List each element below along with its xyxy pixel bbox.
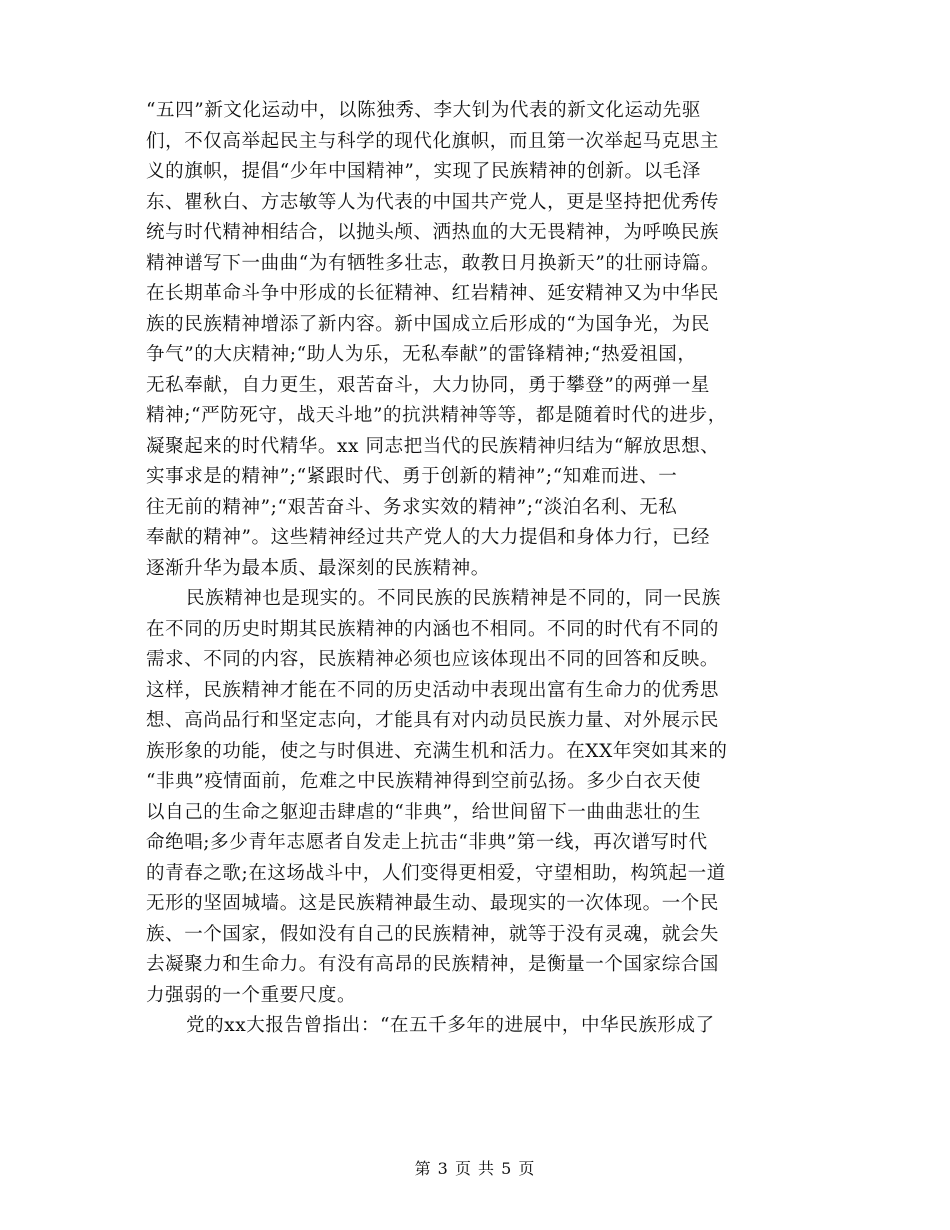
text-line: 凝聚起来的时代精华。xx 同志把当代的民族精神归结为“解放思想、 <box>146 435 720 457</box>
text-line: 这样，民族精神才能在不同的历史活动中表现出富有生命力的优秀思 <box>146 679 720 701</box>
text-line: 争气”的大庆精神;“助人为乐，无私奉献”的雷锋精神;“热爱祖国， <box>146 344 697 365</box>
paragraph-first-line: 民族精神也是现实的。不同民族的民族精神是不同的，同一民族 <box>186 588 721 609</box>
text-line: 命绝唱;多少青年志愿者自发走上抗击“非典”第一线，再次谱写时代 <box>146 832 708 853</box>
page-number-footer: 第 3 页 共 5 页 <box>414 1159 536 1178</box>
text-line: “五四”新文化运动中，以陈独秀、李大钊为代表的新文化运动先驱 <box>146 100 701 121</box>
text-line: 统与时代精神相结合，以抛头颅、洒热血的大无畏精神，为呼唤民族 <box>146 222 720 243</box>
text-line: 在长期革命斗争中形成的长征精神、红岩精神、延安精神又为中华民 <box>146 283 720 304</box>
text-line: 以自己的生命之躯迎击肆虐的“非典”，给世间留下一曲曲悲壮的生 <box>146 801 701 823</box>
text-line: 族的民族精神增添了新内容。新中国成立后形成的“为国争光，为民 <box>146 313 710 335</box>
text-line: 族、一个国家，假如没有自己的民族精神，就等于没有灵魂，就会失 <box>146 923 720 945</box>
text-line: 精神;“严防死守，战天斗地”的抗洪精神等等，都是随着时代的进步， <box>146 405 727 426</box>
text-line: 无私奉献，自力更生，艰苦奋斗，大力协同，勇于攀登”的两弹一星 <box>146 374 710 396</box>
document-body <box>146 96 806 1042</box>
text-line: 想、高尚品行和坚定志向，才能具有对内动员民族力量、对外展示民 <box>146 710 720 731</box>
text-line: 往无前的精神”;“艰苦奋斗、务求实效的精神”;“淡泊名利、无私 <box>146 496 678 518</box>
text-line: 需求、不同的内容，民族精神必须也应该体现出不同的回答和反映。 <box>146 649 720 670</box>
text-line: 奉献的精神”。这些精神经过共产党人的大力提倡和身体力行，已经 <box>146 527 710 548</box>
text-line: “非典”疫情面前，危难之中民族精神得到空前弘扬。多少白衣天使 <box>146 771 701 792</box>
text-line: 无形的坚固城墙。这是民族精神最生动、最现实的一次体现。一个民 <box>146 893 720 914</box>
text-line: 义的旗帜，提倡“少年中国精神”，实现了民族精神的创新。以毛泽 <box>146 161 701 182</box>
text-line: 的青春之歌;在这场战斗中，人们变得更相爱，守望相助，构筑起一道 <box>146 862 726 884</box>
text-line: 实事求是的精神”;“紧跟时代、勇于创新的精神”;“知难而进、一 <box>146 466 678 487</box>
text-line: 族形象的功能，使之与时俱进、充满生机和活力。在XX年突如其来的 <box>146 740 728 762</box>
text-line: 去凝聚力和生命力。有没有高昂的民族精神，是衡量一个国家综合国 <box>146 954 720 975</box>
text-line: 在不同的历史时期其民族精神的内涵也不相同。不同的时代有不同的 <box>146 618 720 640</box>
text-line: 东、瞿秋白、方志敏等人为代表的中国共产党人，更是坚持把优秀传 <box>146 191 720 213</box>
text-line: 精神谱写下一曲曲“为有牺牲多壮志，敢教日月换新天”的壮丽诗篇。 <box>146 252 721 274</box>
text-line: 们，不仅高举起民主与科学的现代化旗帜，而且第一次举起马克思主 <box>146 130 720 152</box>
text-line: 逐渐升华为最本质、最深刻的民族精神。 <box>146 557 490 579</box>
paragraph-first-line: 党的xx大报告曾指出：“在五千多年的进展中，中华民族形成了 <box>186 1015 715 1036</box>
text-line: 力强弱的一个重要尺度。 <box>146 984 357 1006</box>
